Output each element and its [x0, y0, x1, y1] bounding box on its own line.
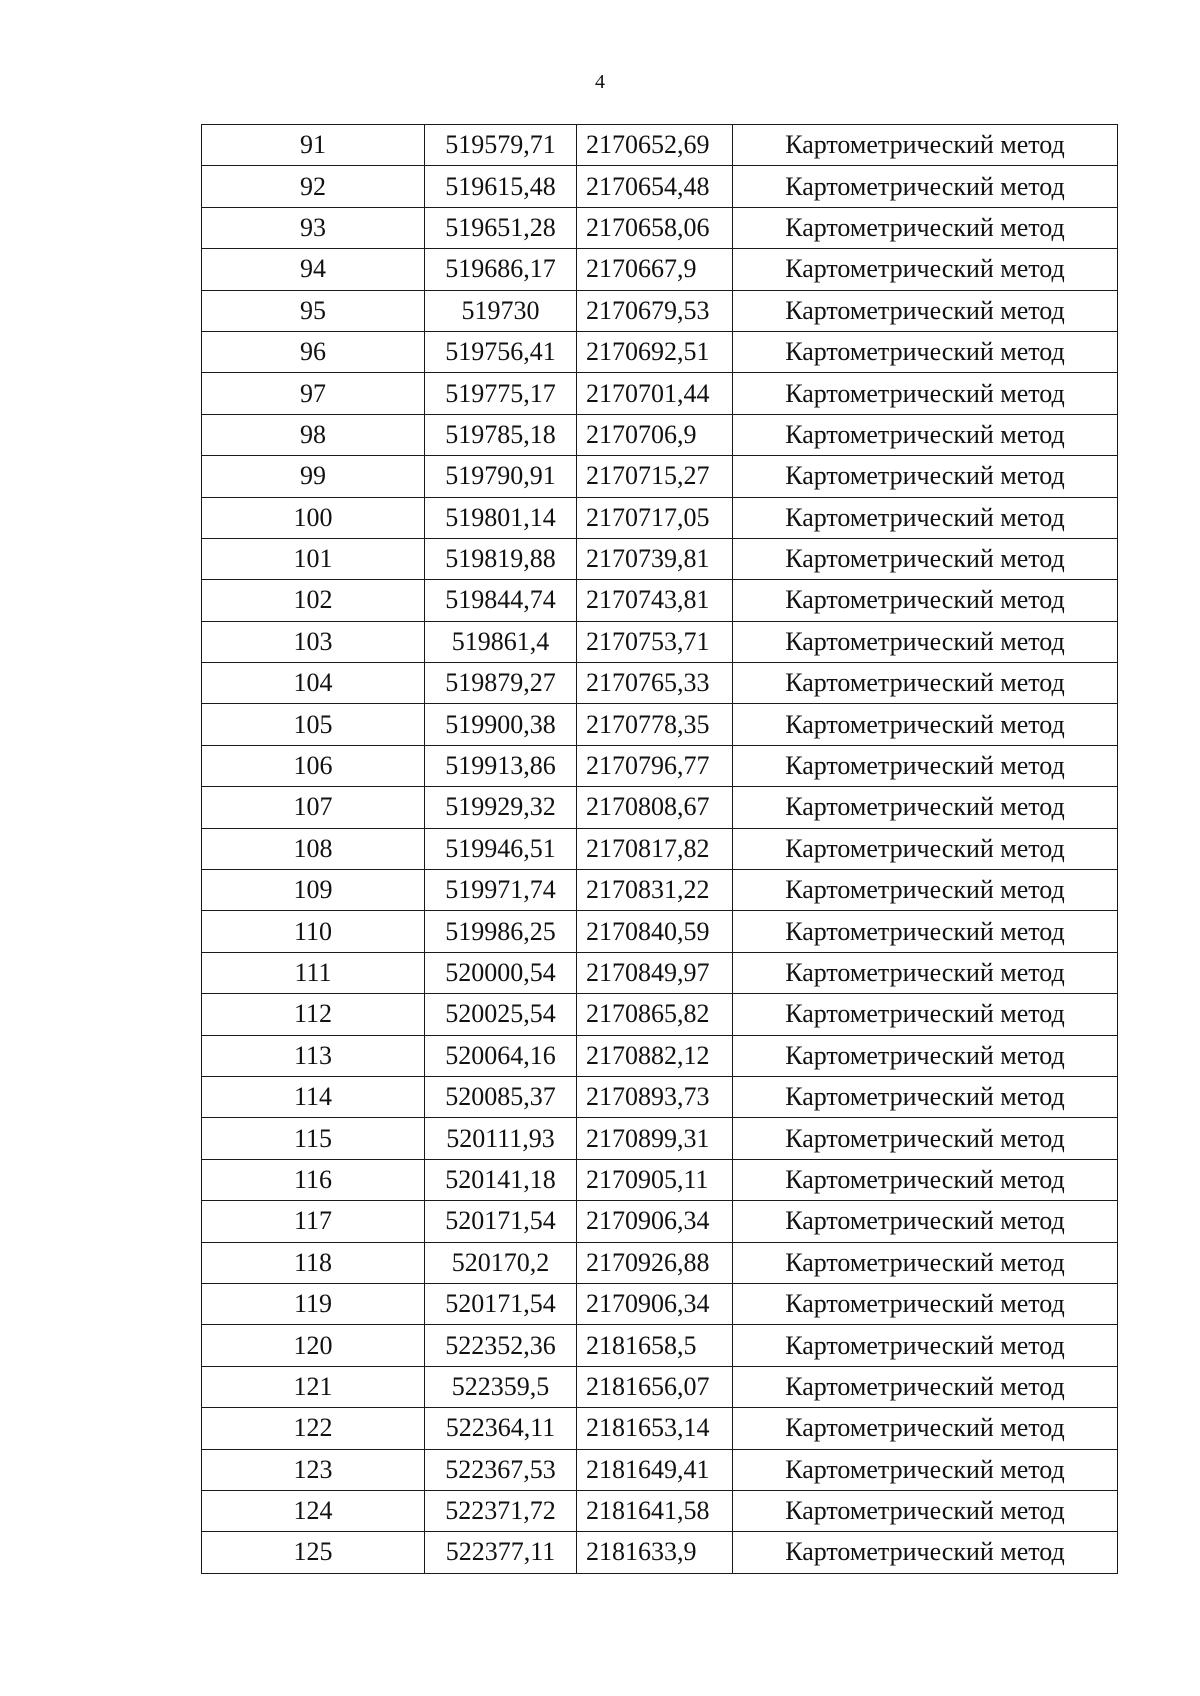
y-coordinate-cell: 2170865,82 — [577, 994, 733, 1035]
method-cell: Картометрический метод — [733, 1532, 1118, 1573]
x-coordinate-cell: 520064,16 — [425, 1035, 577, 1076]
x-coordinate-cell: 520085,37 — [425, 1076, 577, 1117]
method-cell: Картометрический метод — [733, 373, 1118, 414]
point-number-cell: 107 — [202, 787, 425, 828]
point-number-cell: 123 — [202, 1449, 425, 1490]
method-cell: Картометрический метод — [733, 1035, 1118, 1076]
table-row — [202, 1035, 1118, 1076]
x-coordinate-cell: 519971,74 — [425, 870, 577, 911]
point-number-cell: 105 — [202, 704, 425, 745]
y-coordinate-cell: 2181641,58 — [577, 1490, 733, 1531]
point-number-cell: 121 — [202, 1366, 425, 1407]
y-coordinate-cell: 2170831,22 — [577, 870, 733, 911]
x-coordinate-cell: 519686,17 — [425, 249, 577, 290]
point-number-cell: 106 — [202, 745, 425, 786]
table-row — [202, 538, 1118, 579]
x-coordinate-cell: 522371,72 — [425, 1490, 577, 1531]
y-coordinate-cell: 2170652,69 — [577, 125, 733, 166]
y-coordinate-cell: 2170743,81 — [577, 580, 733, 621]
x-coordinate-cell: 519879,27 — [425, 663, 577, 704]
method-cell: Картометрический метод — [733, 331, 1118, 372]
page-number: 4 — [595, 71, 605, 93]
y-coordinate-cell: 2181633,9 — [577, 1532, 733, 1573]
point-number-cell: 104 — [202, 663, 425, 704]
x-coordinate-cell: 520025,54 — [425, 994, 577, 1035]
method-cell: Картометрический метод — [733, 1408, 1118, 1449]
method-cell: Картометрический метод — [733, 290, 1118, 331]
y-coordinate-cell: 2170765,33 — [577, 663, 733, 704]
table-row — [202, 497, 1118, 538]
method-cell: Картометрический метод — [733, 538, 1118, 579]
y-coordinate-cell: 2170849,97 — [577, 952, 733, 993]
point-number-cell: 109 — [202, 870, 425, 911]
y-coordinate-cell: 2170654,48 — [577, 166, 733, 207]
method-cell: Картометрический метод — [733, 414, 1118, 455]
method-cell: Картометрический метод — [733, 125, 1118, 166]
x-coordinate-cell: 519844,74 — [425, 580, 577, 621]
table-row — [202, 663, 1118, 704]
y-coordinate-cell: 2170905,11 — [577, 1159, 733, 1200]
table-row — [202, 456, 1118, 497]
point-number-cell: 93 — [202, 207, 425, 248]
x-coordinate-cell: 522352,36 — [425, 1325, 577, 1366]
point-number-cell: 102 — [202, 580, 425, 621]
table-row — [202, 414, 1118, 455]
method-cell: Картометрический метод — [733, 1201, 1118, 1242]
x-coordinate-cell: 519861,4 — [425, 621, 577, 662]
table-row — [202, 704, 1118, 745]
method-cell: Картометрический метод — [733, 1076, 1118, 1117]
point-number-cell: 118 — [202, 1242, 425, 1283]
y-coordinate-cell: 2170926,88 — [577, 1242, 733, 1283]
y-coordinate-cell: 2170679,53 — [577, 290, 733, 331]
x-coordinate-cell: 519946,51 — [425, 828, 577, 869]
table-row — [202, 166, 1118, 207]
coordinates-table — [201, 124, 1118, 1574]
point-number-cell: 111 — [202, 952, 425, 993]
y-coordinate-cell: 2170739,81 — [577, 538, 733, 579]
point-number-cell: 97 — [202, 373, 425, 414]
point-number-cell: 101 — [202, 538, 425, 579]
method-cell: Картометрический метод — [733, 704, 1118, 745]
point-number-cell: 117 — [202, 1201, 425, 1242]
x-coordinate-cell: 519579,71 — [425, 125, 577, 166]
table-row — [202, 1449, 1118, 1490]
y-coordinate-cell: 2170706,9 — [577, 414, 733, 455]
x-coordinate-cell: 522367,53 — [425, 1449, 577, 1490]
point-number-cell: 115 — [202, 1118, 425, 1159]
method-cell: Картометрический метод — [733, 952, 1118, 993]
table-row — [202, 207, 1118, 248]
table-row — [202, 249, 1118, 290]
method-cell: Картометрический метод — [733, 1490, 1118, 1531]
x-coordinate-cell: 519785,18 — [425, 414, 577, 455]
x-coordinate-cell: 522364,11 — [425, 1408, 577, 1449]
y-coordinate-cell: 2181658,5 — [577, 1325, 733, 1366]
method-cell: Картометрический метод — [733, 828, 1118, 869]
y-coordinate-cell: 2170840,59 — [577, 911, 733, 952]
point-number-cell: 113 — [202, 1035, 425, 1076]
method-cell: Картометрический метод — [733, 249, 1118, 290]
table-row — [202, 828, 1118, 869]
table-row — [202, 1242, 1118, 1283]
y-coordinate-cell: 2170701,44 — [577, 373, 733, 414]
y-coordinate-cell: 2170808,67 — [577, 787, 733, 828]
table-row — [202, 1283, 1118, 1324]
y-coordinate-cell: 2170899,31 — [577, 1118, 733, 1159]
method-cell: Картометрический метод — [733, 745, 1118, 786]
x-coordinate-cell: 519801,14 — [425, 497, 577, 538]
x-coordinate-cell: 522359,5 — [425, 1366, 577, 1407]
y-coordinate-cell: 2170906,34 — [577, 1283, 733, 1324]
point-number-cell: 125 — [202, 1532, 425, 1573]
table-row — [202, 1532, 1118, 1573]
y-coordinate-cell: 2170658,06 — [577, 207, 733, 248]
method-cell: Картометрический метод — [733, 1366, 1118, 1407]
table-row — [202, 1325, 1118, 1366]
y-coordinate-cell: 2170715,27 — [577, 456, 733, 497]
method-cell: Картометрический метод — [733, 207, 1118, 248]
table-row — [202, 870, 1118, 911]
point-number-cell: 91 — [202, 125, 425, 166]
method-cell: Картометрический метод — [733, 1242, 1118, 1283]
method-cell: Картометрический метод — [733, 787, 1118, 828]
point-number-cell: 124 — [202, 1490, 425, 1531]
x-coordinate-cell: 520171,54 — [425, 1283, 577, 1324]
table-row — [202, 290, 1118, 331]
method-cell: Картометрический метод — [733, 663, 1118, 704]
table-row — [202, 621, 1118, 662]
y-coordinate-cell: 2170817,82 — [577, 828, 733, 869]
method-cell: Картометрический метод — [733, 1449, 1118, 1490]
x-coordinate-cell: 519929,32 — [425, 787, 577, 828]
x-coordinate-cell: 519775,17 — [425, 373, 577, 414]
x-coordinate-cell: 520111,93 — [425, 1118, 577, 1159]
table-row — [202, 745, 1118, 786]
y-coordinate-cell: 2170796,77 — [577, 745, 733, 786]
y-coordinate-cell: 2170778,35 — [577, 704, 733, 745]
y-coordinate-cell: 2181656,07 — [577, 1366, 733, 1407]
method-cell: Картометрический метод — [733, 497, 1118, 538]
table-body — [202, 125, 1118, 1574]
table-row — [202, 952, 1118, 993]
point-number-cell: 120 — [202, 1325, 425, 1366]
point-number-cell: 112 — [202, 994, 425, 1035]
table-row — [202, 1408, 1118, 1449]
point-number-cell: 92 — [202, 166, 425, 207]
point-number-cell: 95 — [202, 290, 425, 331]
method-cell: Картометрический метод — [733, 1283, 1118, 1324]
point-number-cell: 94 — [202, 249, 425, 290]
table-row — [202, 1366, 1118, 1407]
x-coordinate-cell: 520000,54 — [425, 952, 577, 993]
table-row — [202, 1159, 1118, 1200]
x-coordinate-cell: 519730 — [425, 290, 577, 331]
method-cell: Картометрический метод — [733, 1118, 1118, 1159]
y-coordinate-cell: 2170753,71 — [577, 621, 733, 662]
table-row — [202, 1201, 1118, 1242]
y-coordinate-cell: 2181653,14 — [577, 1408, 733, 1449]
method-cell: Картометрический метод — [733, 1159, 1118, 1200]
point-number-cell: 108 — [202, 828, 425, 869]
x-coordinate-cell: 520141,18 — [425, 1159, 577, 1200]
method-cell: Картометрический метод — [733, 456, 1118, 497]
x-coordinate-cell: 519651,28 — [425, 207, 577, 248]
table-row — [202, 1490, 1118, 1531]
table-row — [202, 1118, 1118, 1159]
x-coordinate-cell: 519913,86 — [425, 745, 577, 786]
y-coordinate-cell: 2181649,41 — [577, 1449, 733, 1490]
method-cell: Картометрический метод — [733, 870, 1118, 911]
y-coordinate-cell: 2170893,73 — [577, 1076, 733, 1117]
point-number-cell: 99 — [202, 456, 425, 497]
x-coordinate-cell: 519615,48 — [425, 166, 577, 207]
point-number-cell: 103 — [202, 621, 425, 662]
table-row — [202, 911, 1118, 952]
table-row — [202, 994, 1118, 1035]
x-coordinate-cell: 520171,54 — [425, 1201, 577, 1242]
method-cell: Картометрический метод — [733, 166, 1118, 207]
method-cell: Картометрический метод — [733, 994, 1118, 1035]
x-coordinate-cell: 519790,91 — [425, 456, 577, 497]
method-cell: Картометрический метод — [733, 621, 1118, 662]
point-number-cell: 110 — [202, 911, 425, 952]
x-coordinate-cell: 520170,2 — [425, 1242, 577, 1283]
method-cell: Картометрический метод — [733, 911, 1118, 952]
y-coordinate-cell: 2170882,12 — [577, 1035, 733, 1076]
table-row — [202, 580, 1118, 621]
table-row — [202, 373, 1118, 414]
x-coordinate-cell: 519900,38 — [425, 704, 577, 745]
point-number-cell: 119 — [202, 1283, 425, 1324]
point-number-cell: 114 — [202, 1076, 425, 1117]
x-coordinate-cell: 522377,11 — [425, 1532, 577, 1573]
x-coordinate-cell: 519986,25 — [425, 911, 577, 952]
point-number-cell: 100 — [202, 497, 425, 538]
table-row — [202, 787, 1118, 828]
point-number-cell: 122 — [202, 1408, 425, 1449]
point-number-cell: 96 — [202, 331, 425, 372]
x-coordinate-cell: 519819,88 — [425, 538, 577, 579]
table-row — [202, 1076, 1118, 1117]
method-cell: Картометрический метод — [733, 580, 1118, 621]
point-number-cell: 116 — [202, 1159, 425, 1200]
point-number-cell: 98 — [202, 414, 425, 455]
method-cell: Картометрический метод — [733, 1325, 1118, 1366]
table-row — [202, 125, 1118, 166]
y-coordinate-cell: 2170717,05 — [577, 497, 733, 538]
y-coordinate-cell: 2170692,51 — [577, 331, 733, 372]
y-coordinate-cell: 2170667,9 — [577, 249, 733, 290]
table-row — [202, 331, 1118, 372]
y-coordinate-cell: 2170906,34 — [577, 1201, 733, 1242]
x-coordinate-cell: 519756,41 — [425, 331, 577, 372]
